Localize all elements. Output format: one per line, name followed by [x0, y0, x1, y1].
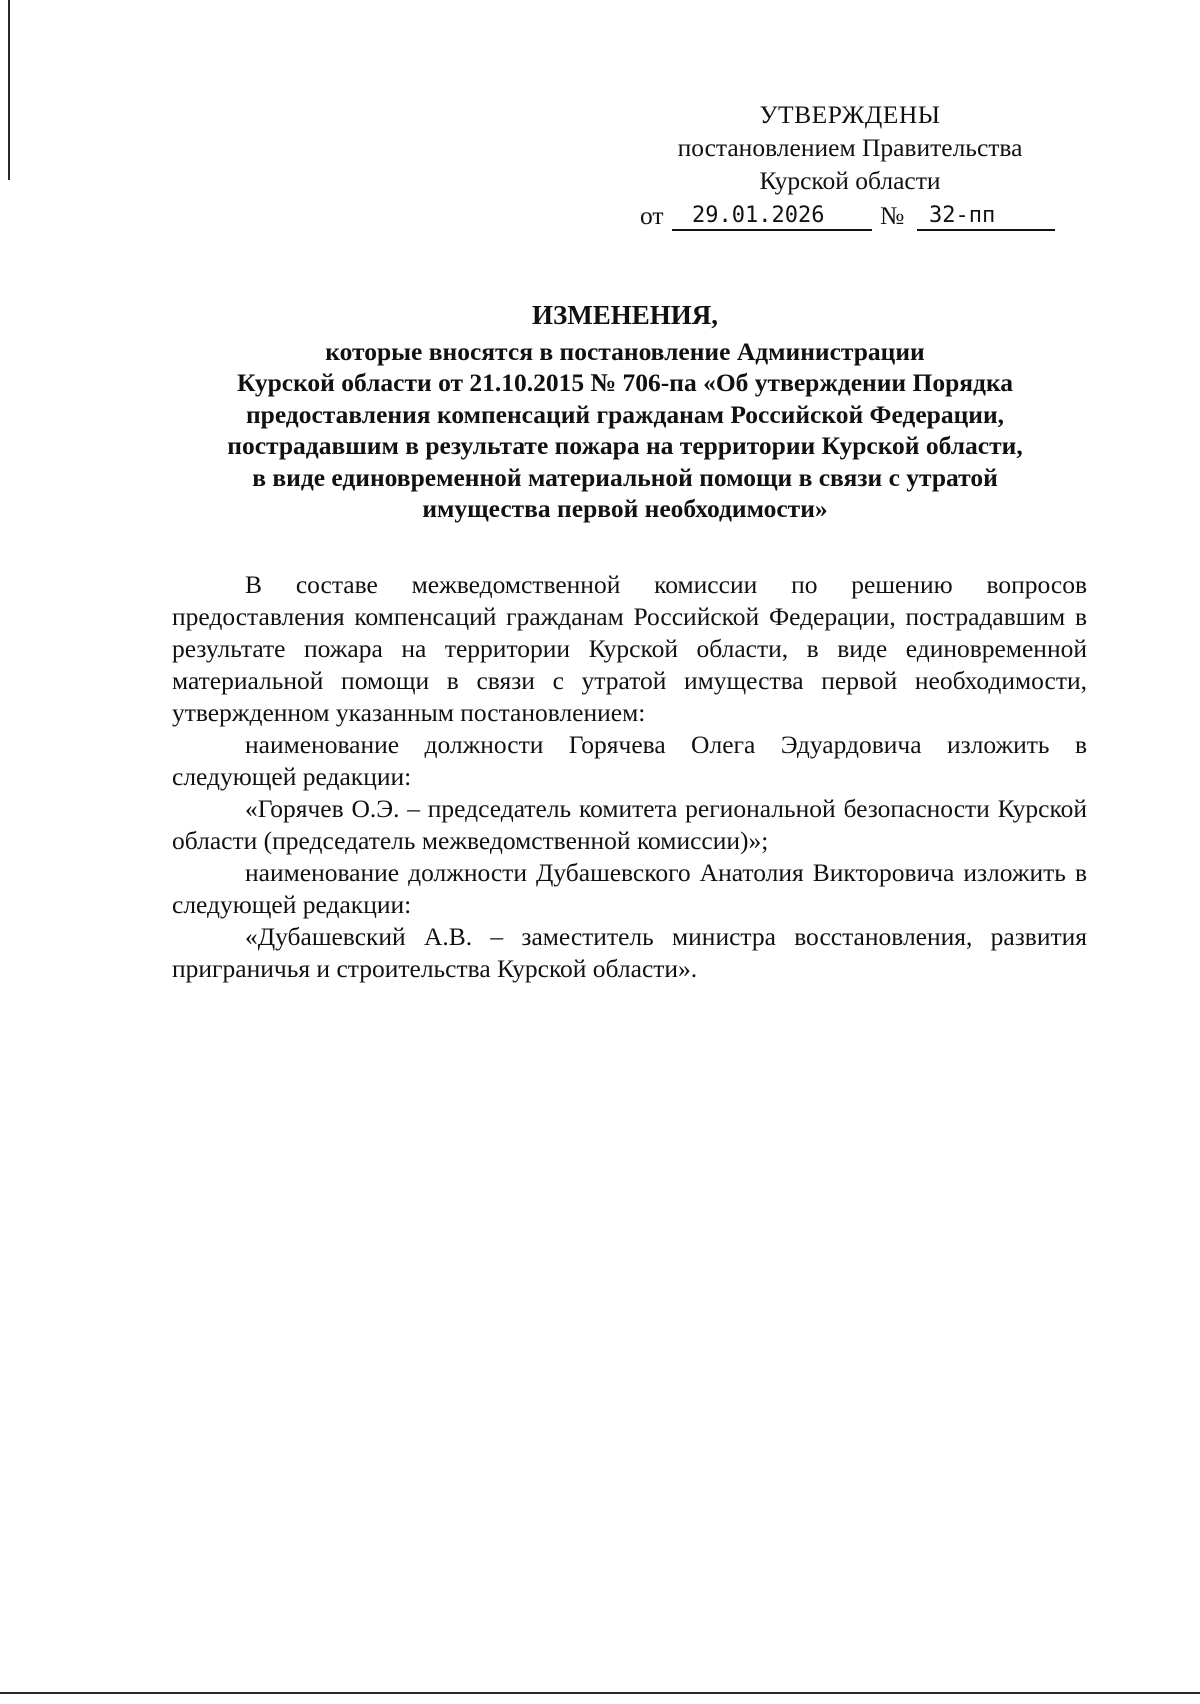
date-prefix: от — [640, 201, 664, 230]
approval-title: УТВЕРЖДЕНЫ — [759, 100, 941, 129]
approval-block — [640, 98, 1060, 233]
number-field — [917, 199, 1055, 231]
decree-number: 32-пп — [929, 203, 996, 228]
document-body — [172, 569, 1087, 985]
body-paragraph: В составе межведомственной комиссии по решению вопросов предоставления компенсаций гражданам Российской Федерации, пострадавшим в результате пожара на территории Курской области, в виде единовременной материальной помощи в связи с утратой имущества первой необходимости, утвержденном указанным постановлением: — [172, 570, 1087, 727]
heading-line: которые вносятся в постановление Администрации — [325, 336, 925, 366]
heading-line: пострадавшим в результате пожара на территории Курской области, — [227, 431, 1023, 460]
decree-date: 29.01.2026 — [692, 203, 825, 228]
heading-line: имущества первой необходимости» — [422, 494, 828, 523]
heading-line: в виде единовременной материальной помощи в связи с утратой — [252, 462, 998, 492]
document-title: ИЗМЕНЕНИЯ, — [531, 300, 718, 330]
body-paragraph: наименование должности Горячева Олега Эдуардовича изложить в следующей редакции: — [172, 730, 1087, 791]
heading-line: Курской области от 21.10.2015 № 706-па «Об утверждении Порядка — [236, 368, 1014, 397]
document-heading — [160, 300, 1090, 525]
decree-date-number-line — [640, 199, 1060, 233]
scan-edge-left — [8, 0, 10, 180]
date-field — [672, 199, 872, 231]
body-paragraph: «Дубашевский А.В. – заместитель министра восстановления, развития приграничья и строительства Курской области». — [172, 922, 1087, 983]
approval-line-decree: постановлением Правительства — [677, 133, 1023, 162]
number-sign: № — [880, 201, 905, 230]
scan-edge-bottom — [0, 1692, 1200, 1694]
body-paragraph: наименование должности Дубашевского Анатолия Викторовича изложить в следующей редакции: — [172, 858, 1087, 919]
body-paragraph: «Горячев О.Э. – председатель комитета региональной безопасности Курской области (председатель межведомственной комиссии)»; — [172, 794, 1087, 855]
heading-line: предоставления компенсаций гражданам Российской Федерации, — [245, 399, 1005, 429]
approval-line-region: Курской области — [759, 166, 941, 195]
